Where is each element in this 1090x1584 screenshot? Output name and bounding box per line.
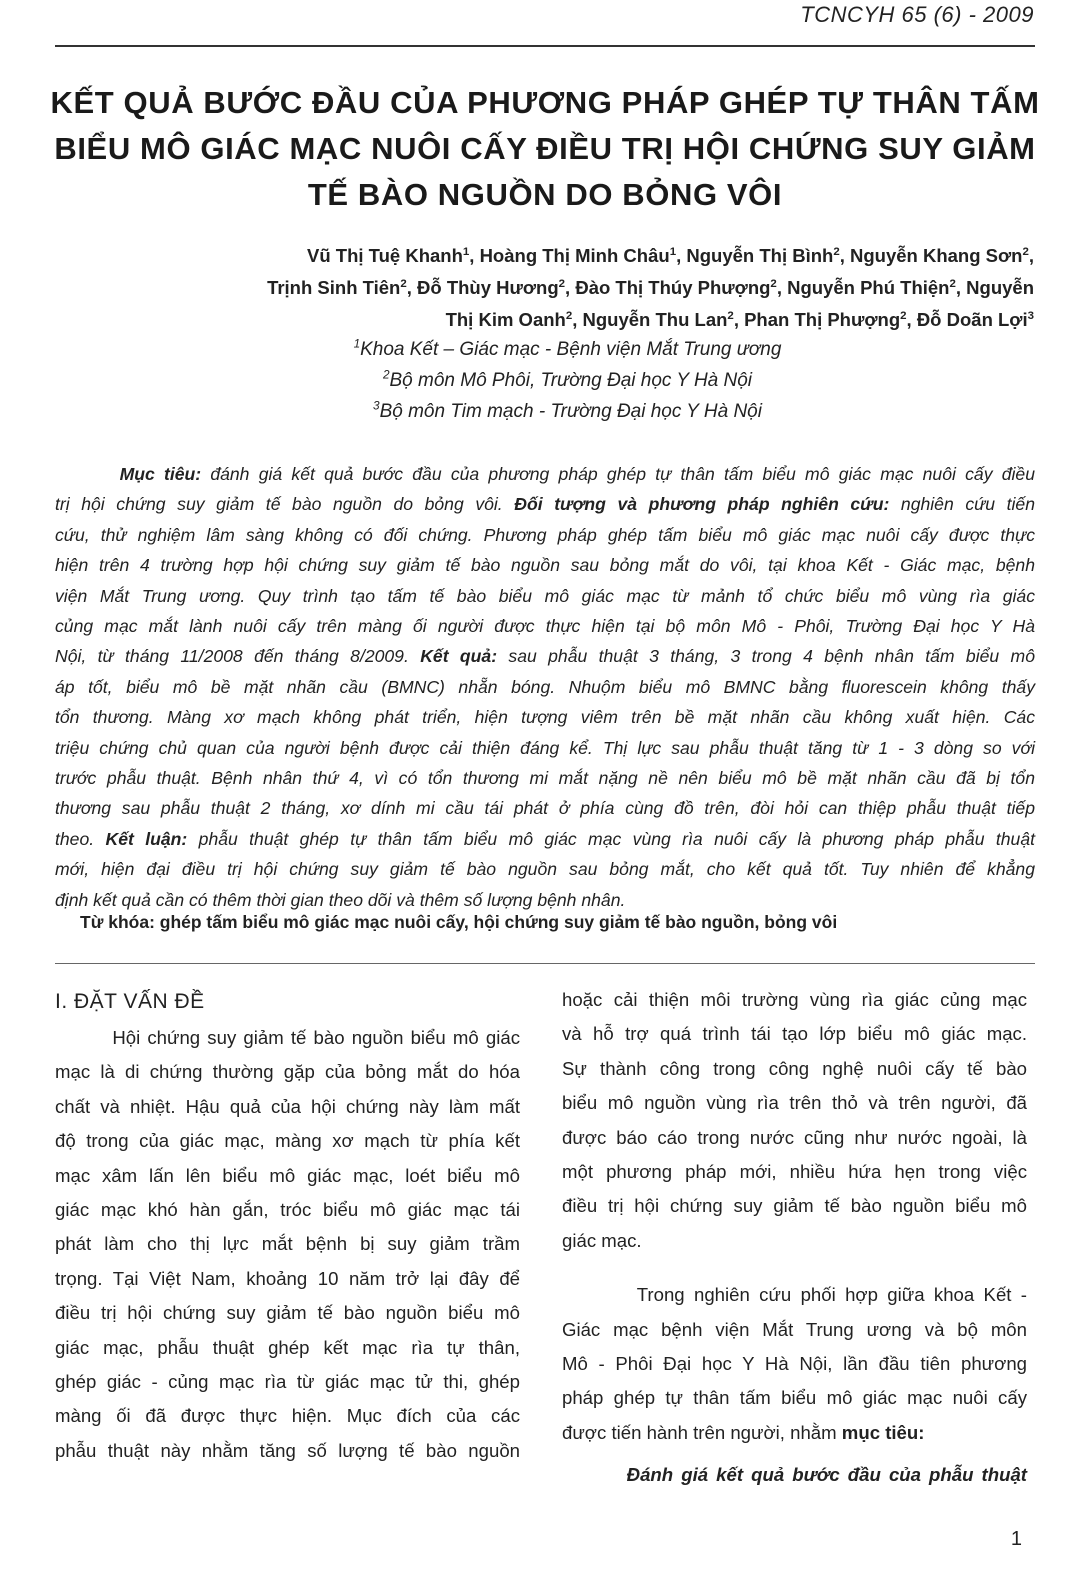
title-line: TẾ BÀO NGUỒN DO BỎNG VÔI: [307, 177, 783, 212]
author-affiliation-mark: 2: [833, 245, 840, 258]
affiliation-item: $^1$Khoa Kết – Giác mạc - Bệnh viện Mắt Trung ương: [353, 337, 782, 360]
body-line: phát làm cho thị lực mắt bệnh bị suy giảm trầm: [55, 1233, 520, 1255]
author-name-part: Nguyễn: [966, 277, 1034, 298]
author-affiliation-mark: 2: [400, 277, 407, 290]
author-line: Vũ Thị Tuệ Khanh$^1$, Hoàng Thị Minh Châu$^1$, Nguyễn Thị Bình$^2$, Nguyễn Khang Sơn$^2$,: [307, 245, 1034, 266]
body-line: phẫu thuật này nhằm tăng số lượng tế bào nguồn: [55, 1439, 520, 1461]
body-column-left: [55, 983, 520, 1468]
abstract: Mục tiêu: đánh giá kết quả bước đầu của phương pháp ghép tự thân tấm biểu mô giác mạc nuôi cấy điều trị hội chứng suy giảm tế bào nguồn do bỏng vôi. Đối tượng và phương pháp nghiên cứu: nghiên cứu tiến cứu, thử nghiệm lâm sàng không có đối chứng. Phương pháp ghép tấm biểu mô giác mạc nuôi cấy được thực hiện trên 4 trường hợp hội chứng suy giảm tế bào nguồn sau bỏng mắt do vôi, tại khoa Kết - Giác mạc, bệnh viện Mắt Trung ương. Quy trình tạo tấm tế bào biểu mô giác mạc từ mảnh tổ chức biểu mô vùng rìa giác củng mạc mắt lành nuôi cấy trên màng ối người được thực hiện tại bộ môn Mô - Phôi, Trường Đại học Y Hà Nội, từ tháng 11/2008 đến tháng 8/2009. Kết quả: sau phẫu thuật 3 tháng, 3 trong 4 bệnh nhân tấm biểu mô áp tốt, biểu mô bề mặt nhãn cầu (BMNC) nhẵn bóng. Nhuộm biểu mô BMNC bằng fluorescein không thấy tổn thương. Màng xơ mạch không phát triển, hiện tượng viêm trên bề mặt nhãn cầu không xuất hiện. Các triệu chứng chủ quan của người bệnh được cải thiện đáng kể. Thị lực sau phẫu thuật tăng từ 1 - 3 dòng so với trước phẫu thuật. Bệnh nhân thứ 4, vì có tổn thương mi mắt nặng nề nên biểu mô bề mặt nhãn cầu đã bị tổn thương sau phẫu thuật 2 tháng, xơ dính mi cầu tái phát ở phía cùng đồ trên, đòi hỏi can thiệp phẫu thuật tiếp theo. Kết luận: phẫu thuật ghép tự thân tấm biểu mô giác mạc vùng rìa nuôi cấy là phương pháp phẫu thuật mới, hiện đại điều trị hội chứng suy giảm tế bào nguồn sau bỏng mắt, cho kết quả tốt. Tuy nhiên để khẳng định kết quả cần có thêm thời gian theo dõi và thêm số lượng bệnh nhân.: [55, 464, 1036, 910]
abstract-conclusion-label: Kết luận:: [105, 828, 188, 849]
body-line: chất và nhiệt. Hậu quả của hội chứng này làm mất: [55, 1095, 520, 1117]
body-line: được tiến hành trên người, nhằm mục tiêu:: [562, 1421, 925, 1443]
body-line: mạc là di chứng thường gặp của bỏng mắt do hóa: [55, 1061, 520, 1083]
journal-header: TCNCYH 65 (6) - 2009: [800, 2, 1034, 27]
author-affiliation-mark: 2: [900, 309, 907, 322]
keywords: [80, 912, 837, 933]
author-affiliation-mark: 3: [1027, 309, 1034, 322]
body-line: biểu mô nguồn vùng rìa trên thỏ và trên người, đã: [562, 1092, 1027, 1114]
author-name: Trịnh Sinh Tiên: [267, 277, 401, 298]
body-line: pháp ghép tự thân tấm biểu mô giác mạc nuôi cấy: [562, 1387, 1027, 1409]
body-line: ghép giác - củng mạc rìa từ giác mạc tử thi, ghép: [55, 1371, 520, 1393]
title-line: BIỂU MÔ GIÁC MẠC NUÔI CẤY ĐIỀU TRỊ HỘI CHỨNG SUY GIẢM: [54, 131, 1036, 166]
section-heading: I. ĐẶT VẤN ĐỀ: [55, 990, 205, 1013]
header-rule: [55, 45, 1035, 47]
article-title: [40, 80, 1050, 218]
body-line: một phương pháp mới, nhiều hứa hẹn trong việc: [562, 1161, 1027, 1183]
body-line: Mô - Phôi Đại học Y Hà Nội, lần đầu tiên phương: [562, 1353, 1027, 1375]
body-line: độ trong của giác mạc, màng xơ mạch từ phía kết: [55, 1130, 520, 1152]
author-list: [134, 240, 1034, 336]
body-line: và hỗ trợ quá trình tái tạo lớp biểu mô giác mạc.: [562, 1023, 1027, 1045]
abstract-results-label: Kết quả:: [420, 646, 498, 667]
body-line: giác mạc khó hàn gắn, tróc biểu mô giác mạc tái: [55, 1199, 520, 1221]
author-name: Đỗ Thùy Hương: [417, 277, 559, 298]
abstract-methods-label: Đối tượng và phương pháp nghiên cứu:: [514, 494, 890, 515]
author-name: Vũ Thị Tuệ Khanh: [307, 245, 463, 266]
author-affiliation-mark: 2: [565, 309, 573, 322]
body-line: điều trị hội chứng suy giảm tế bào nguồn biểu mô: [55, 1302, 520, 1324]
author-affiliation-mark: 2: [949, 277, 956, 290]
author-name: Đào Thị Thúy Phượng: [575, 277, 771, 298]
body-column-right: [562, 983, 1027, 1493]
body-line: Giác mạc bệnh viện Mắt Trung ương và bộ môn: [562, 1318, 1027, 1340]
author-name: Hoàng Thị Minh Châu: [479, 245, 670, 266]
body-line: Hội chứng suy giảm tế bào nguồn biểu mô giác: [112, 1027, 521, 1048]
author-name: Nguyễn Phú Thiện: [787, 277, 950, 298]
affiliation-item: $^3$Bộ môn Tim mạch - Trường Đại học Y Hà Nội: [373, 399, 762, 422]
objective-label: mục tiêu:: [841, 1421, 925, 1443]
body-line: mạc xâm lấn lên biểu mô giác mạc, loét biểu mô: [55, 1164, 520, 1186]
body-line: màng ối đã được thực hiện. Mục đích của các: [55, 1405, 520, 1427]
author-line: Trịnh Sinh Tiên$^2$, Đỗ Thùy Hương$^2$, Đào Thị Thúy Phượng$^2$, Nguyễn Phú Thiện$^2$, Nguyễn: [267, 277, 1034, 298]
body-line: giác mạc, phẫu thuật ghép kết mạc rìa tự thân,: [55, 1336, 520, 1358]
abstract-objective-label: Mục tiêu:: [119, 464, 202, 484]
body-line: Sự thành công trong công nghệ nuôi cấy tế bào: [562, 1057, 1027, 1079]
author-name: Đỗ Doãn Lợi: [916, 309, 1028, 330]
author-name: Nguyễn Thị Bình: [686, 245, 834, 266]
keywords-label: Từ khóa:: [80, 912, 155, 932]
body-line: được báo cáo trong nước cũng như nước ngoài, là: [562, 1126, 1027, 1148]
affiliation-item: $^2$Bộ môn Mô Phôi, Trường Đại học Y Hà Nội: [382, 368, 753, 391]
author-affiliation-mark: 2: [770, 277, 777, 290]
keywords-text: ghép tấm biểu mô giác mạc nuôi cấy, hội chứng suy giảm tế bào nguồn, bỏng vôi: [154, 912, 838, 932]
body-line: giác mạc.: [562, 1229, 642, 1251]
author-affiliation-mark: 2: [1022, 245, 1029, 258]
body-line: trọng. Tại Việt Nam, khoảng 10 năm trở lại đây để: [55, 1267, 520, 1289]
author-name: Nguyễn Thu Lan: [582, 309, 728, 330]
title-line: KẾT QUẢ BƯỚC ĐẦU CỦA PHƯƠNG PHÁP GHÉP TỰ THÂN TẤM: [50, 85, 1040, 120]
author-affiliation-mark: 1: [462, 245, 470, 258]
page-number: 1: [1010, 1528, 1022, 1550]
body-line: Trong nghiên cứu phối hợp giữa khoa Kết -: [636, 1284, 1028, 1306]
affiliation-list: [200, 334, 935, 427]
author-name: Nguyễn Khang Sơn: [850, 245, 1023, 266]
author-name-part: Thị Kim Oanh: [445, 309, 566, 330]
author-affiliation-mark: 2: [727, 309, 734, 322]
objective-statement: Đánh giá kết quả bước đầu của phẫu thuật: [626, 1464, 1027, 1486]
author-affiliation-mark: 2: [558, 277, 566, 290]
body-line: hoặc cải thiện môi trường vùng rìa giác củng mạc: [562, 989, 1027, 1010]
author-affiliation-mark: 1: [669, 245, 677, 258]
author-line: Thị Kim Oanh$^2$, Nguyễn Thu Lan$^2$, Phan Thị Phượng$^2$, Đỗ Doãn Lợi$^3$: [445, 309, 1034, 330]
body-line: điều trị hội chứng suy giảm tế bào nguồn biểu mô: [562, 1195, 1027, 1217]
section-separator: [55, 963, 1035, 964]
author-name: Phan Thị Phượng: [744, 309, 901, 330]
